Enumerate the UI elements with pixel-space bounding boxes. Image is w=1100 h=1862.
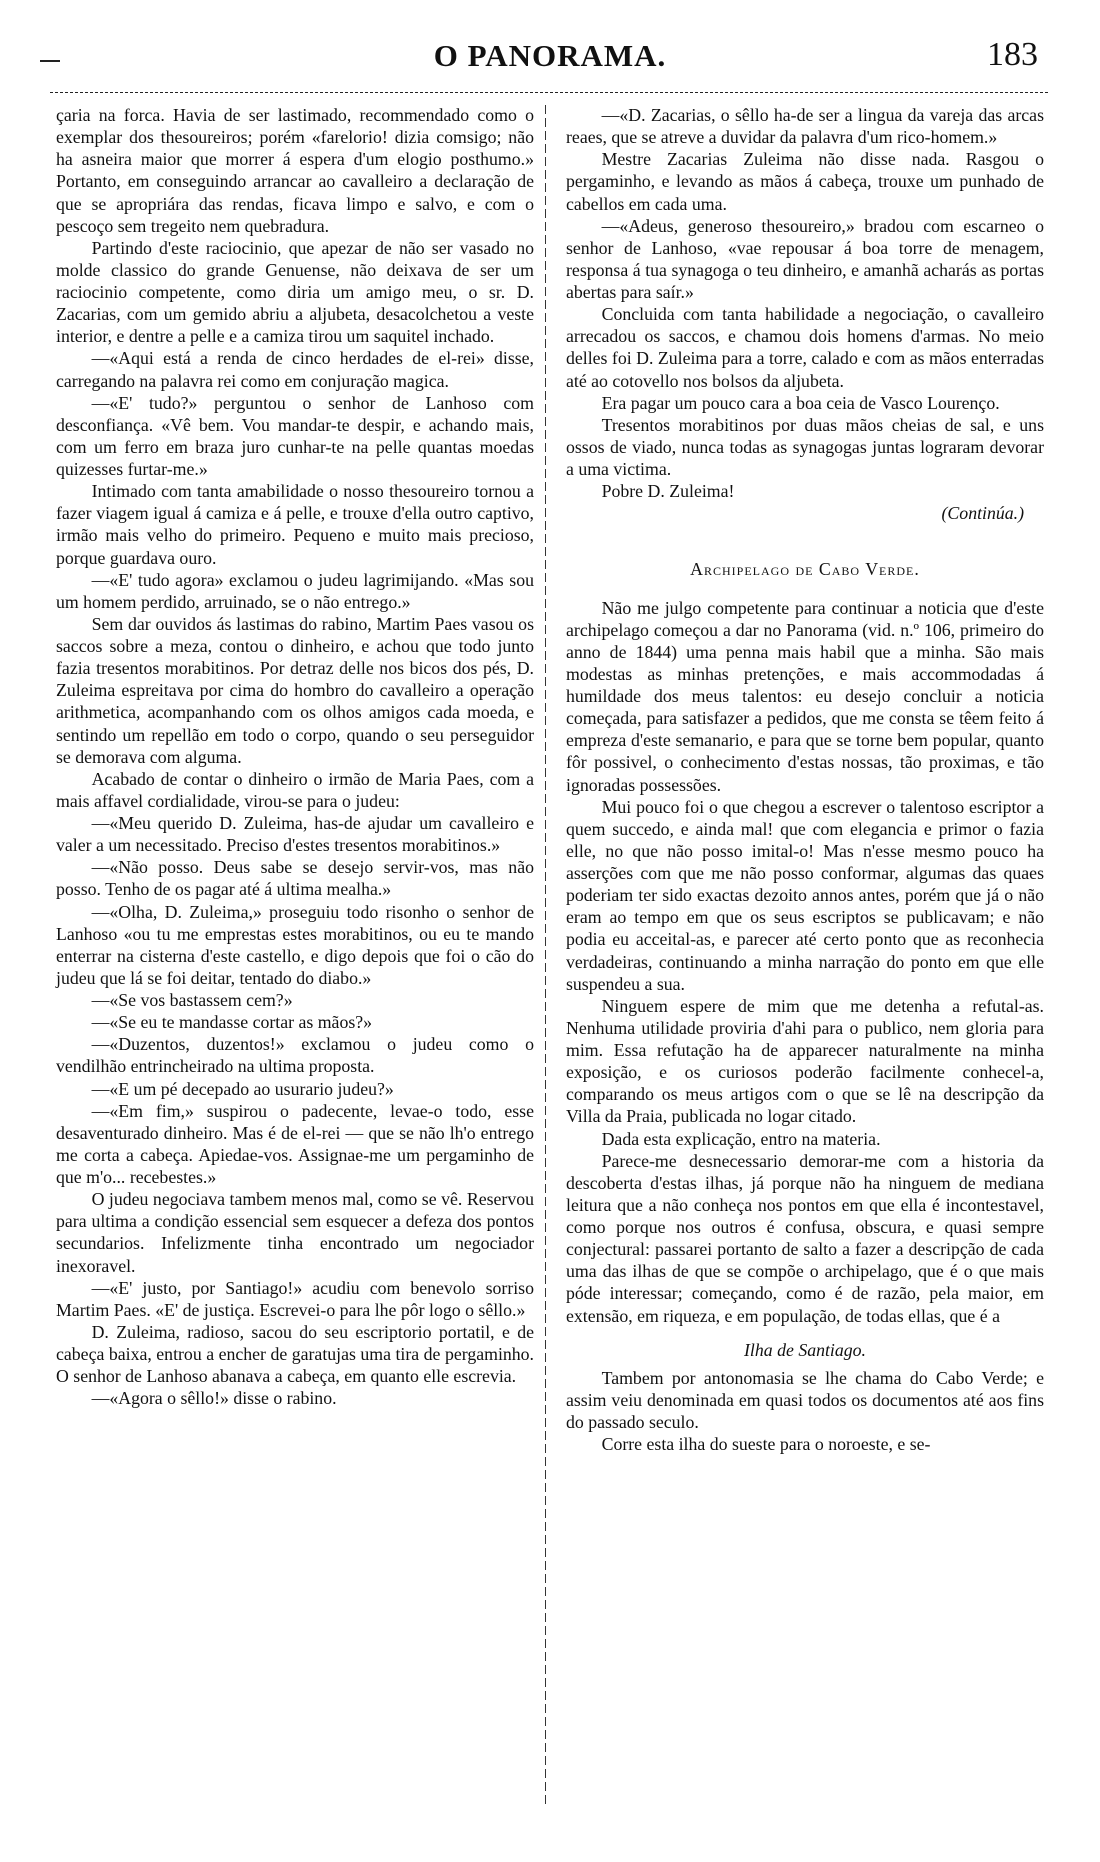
masthead-title: O PANORAMA. — [433, 38, 667, 73]
paragraph: O judeu negociava tambem menos mal, como se vê. Reservou para ultima a condição essencial sem esquecer a defeza dos pontos secundarios. Infelizmente tinha encontrado um negociador inexoravel. — [56, 1189, 534, 1276]
paragraph: Tresentos morabitinos por duas mãos cheias de sal, e uns ossos de viado, nunca todas as synagogas juntas lograram devorar a uma victima. — [566, 414, 1044, 479]
paragraph: —«Duzentos, duzentos!» exclamou o judeu como o vendilhão entrincheirado na ultima proposta. — [56, 1034, 534, 1077]
paragraph: Mestre Zacarias Zuleima não disse nada. Rasgou o pergaminho, e levando as mãos á cabeça, trouxe um punhado de cabellos em cada uma. — [566, 149, 1044, 214]
paragraph: —«Meu querido D. Zuleima, has-de ajudar um cavalleiro e valer a um necessitado. Preciso d'estes tresentos morabitinos.» — [56, 813, 534, 856]
paragraph: —«E' tudo agora» exclamou o judeu lagrimijando. «Mas sou um homem perdido, arruinado, se o não entrego.» — [56, 569, 534, 612]
paragraph: Partindo d'este raciocinio, que apezar de não ser vasado no molde classico do grande Genuense, não deixava de ser um raciocinio competente, como diria um amigo meu, o sr. D. Zacarias, com um gemido abriu a aljubeta, desacolchetou a veste interior, e dentre a pelle e a camiza tirou um saquitel inchado. — [56, 237, 534, 347]
paragraph: çaria na forca. Havia de ser lastimado, recommendado como o exemplar dos thesoureiros; porém «farelorio! dizia comsigo; não ha asneira maior que morrer á espera d'um elogio posthumo.» Portanto, em conseguindo arrancar ao cavalleiro a declaração de que se apropriára das rendas, ficava limpo e salvo, e com o pescoço sem tregeito nem quebradura. — [56, 105, 534, 236]
paragraph: Intimado com tanta amabilidade o nosso thesoureiro tornou a fazer viagem igual á camiza e á pelle, e trouxe d'ella outro captivo, irmão mais velho do primeiro. Pequeno e muito mais precioso, porque guardava ouro. — [56, 481, 534, 568]
paragraph: Concluida com tanta habilidade a negociação, o cavalleiro arrecadou os saccos, e chamou dois homens d'armas. No meio delles foi D. Zuleima para a torre, calado e com as mãos enterradas até ao cotovello nos bolsos da aljubeta. — [566, 304, 1044, 391]
paragraph: Mui pouco foi o que chegou a escrever o talentoso escriptor a quem succedo, e ainda mal! que com elegancia e primor o fazia elle, no que não posso imital-o! Mas n'esse mesmo pouco ha asserções com que me não posso conformar, algumas das quaes poderiam ter sido exactas dezoito annos antes, porém que já o não eram ao tempo em que os seus escriptos se publicavam; e não podia eu acceital-as, e parecer até certo ponto que as reconhecia verdadeiras, continuando a minha narração do ponto em que elle suspendeu a sua. — [566, 796, 1044, 994]
right-column — [566, 104, 1044, 1455]
paragraph: —«Em fim,» suspirou o padecente, levae-o todo, esse desaventurado dinheiro. Mas é de el-rei — que se não lh'o entrego me corta a cabeça. Apiedae-vos. Assignae-me um pergaminho de que m'o... recebestes.» — [56, 1100, 534, 1187]
paragraph: —«Se eu te mandasse cortar as mãos?» — [91, 1012, 373, 1033]
continuation-note: (Continúa.) — [941, 503, 1024, 524]
paragraph: Pobre D. Zuleima! — [601, 481, 735, 502]
paragraph: D. Zuleima, radioso, sacou do seu escriptorio portatil, e de cabeça baixa, entrou a encher de garatujas uma tira de pergaminho. O senhor de Lanhoso abanava a cabeça, em quanto elle escrevia. — [56, 1321, 534, 1387]
paragraph: Corre esta ilha do sueste para o noroeste, e se- — [601, 1434, 931, 1455]
paragraph: Era pagar um pouco cara a boa ceia de Vasco Lourenço. — [601, 392, 1000, 413]
paragraph: Parece-me desnecessario demorar-me com a historia da descoberta d'estas ilhas, já porque não ha ninguem de mediana leitura que a não conheça nos pontos em que ella é incontestavel, como porque nos outros é confusa, obscura, e quasi sempre conjectural: passarei portanto de salto a fazer a descripção de cada uma das ilhas de que se compõe o archipelago, que é o que mais póde interessar; começando, como é de razão, pela maior, em extensão, em riqueza, e em população, de todas ellas, que é a — [566, 1150, 1044, 1326]
left-column — [56, 104, 534, 1409]
section-heading: Archipelago de Cabo Verde. — [690, 559, 920, 580]
paragraph: —«E' justo, por Santiago!» acudiu com benevolo sorriso Martim Paes. «E' de justiça. Escrevei-o para lhe pôr logo o sêllo.» — [56, 1277, 534, 1320]
paragraph: Não me julgo competente para continuar a noticia que d'este archipelago começou a dar no Panorama (vid. n.º 106, primeiro do anno de 1844) uma penna mais habil que a minha. São mais modestas as minhas pretenções, e mais accommodadas á humildade dos meus talentos: eu desejo concluir a noticia começada, para satisfazer a pedidos, que me consta se têem feito á empreza d'este semanario, e para que se torne bem popular, quanto fôr possivel, o conhecimento d'estas nossas, tão proximas, e tão ignoradas possessões. — [566, 597, 1044, 795]
paragraph: —«Se vos bastassem cem?» — [91, 990, 293, 1010]
paragraph: Ninguem espere de mim que me detenha a refutal-as. Nenhuma utilidade proviria d'ahi para o publico, nem gloria para mim. Essa refutação ha de apparecer naturalmente na minha exposição, e os curiosos poderão facilmente conhecel-a, comparando os meus artigos com o que se lê na descripção da Villa da Praia, publicada no logar citado. — [566, 995, 1044, 1127]
paragraph: —«Não posso. Deus sabe se desejo servir-vos, mas não posso. Tenho de os pagar até á ultima mealha.» — [56, 857, 534, 900]
paragraph: —«Agora o sêllo!» disse o rabino. — [91, 1388, 337, 1409]
paragraph: Sem dar ouvidos ás lastimas do rabino, Martim Paes vasou os saccos sobre a meza, contou o dinheiro, e achou que todo junto fazia tresentos morabitinos. Por detraz delle nos bicos dos pés, D. Zuleima espreitava por cima do hombro do cavalleiro a operação arithmetica, acompanhando com os olhos amigos cada moeda, e sentindo um repellão em todo o corpo, quando o seu perseguidor se demorava com alguma. — [56, 613, 534, 767]
paragraph: —«Adeus, generoso thesoureiro,» bradou com escarneo o senhor de Lanhoso, «vae repousar á boa torre de menagem, responsa á tua synagoga o teu dinheiro, e amanhã acharás as portas abertas para saír.» — [566, 215, 1044, 302]
page-number: 183 — [987, 36, 1038, 73]
paragraph: Dada esta explicação, entro na materia. — [601, 1128, 881, 1149]
paragraph: —«E um pé decepado ao usurario judeu?» — [91, 1078, 394, 1099]
column-divider — [545, 105, 546, 1805]
paragraph: Tambem por antonomasia se lhe chama do Cabo Verde; e assim veiu denominada em quasi todos os documentos até aos fins do passado seculo. — [566, 1367, 1044, 1432]
paragraph: —«D. Zacarias, o sêllo ha-de ser a lingua da vareja das arcas reaes, que se atreve a duvidar da palavra d'um rico-homem.» — [566, 105, 1044, 148]
paragraph: —«Olha, D. Zuleima,» proseguiu todo risonho o senhor de Lanhoso «ou tu me emprestas estes morabitinos, ou eu te mando enterrar na cisterna d'este castello, e digo depois que foi o cão do judeu que lá se foi deitar, tentado do diabo.» — [56, 901, 534, 988]
subsection-heading: Ilha de Santiago. — [744, 1339, 866, 1360]
paragraph: —«E' tudo?» perguntou o senhor de Lanhoso com desconfiança. «Vê bem. Vou mandar-te despir, e achando mais, com um ferro em braza juro cunhar-te na pelle quantas moedas quizesses furtar-me.» — [56, 392, 534, 479]
paragraph: —«Aqui está a renda de cinco herdades de el-rei» disse, carregando na palavra rei como em conjuração magica. — [56, 348, 534, 391]
paragraph: Acabado de contar o dinheiro o irmão de Maria Paes, com a mais affavel cordialidade, virou-se para o judeu: — [56, 768, 534, 811]
page-header — [0, 30, 1100, 80]
header-rule — [50, 92, 1050, 93]
